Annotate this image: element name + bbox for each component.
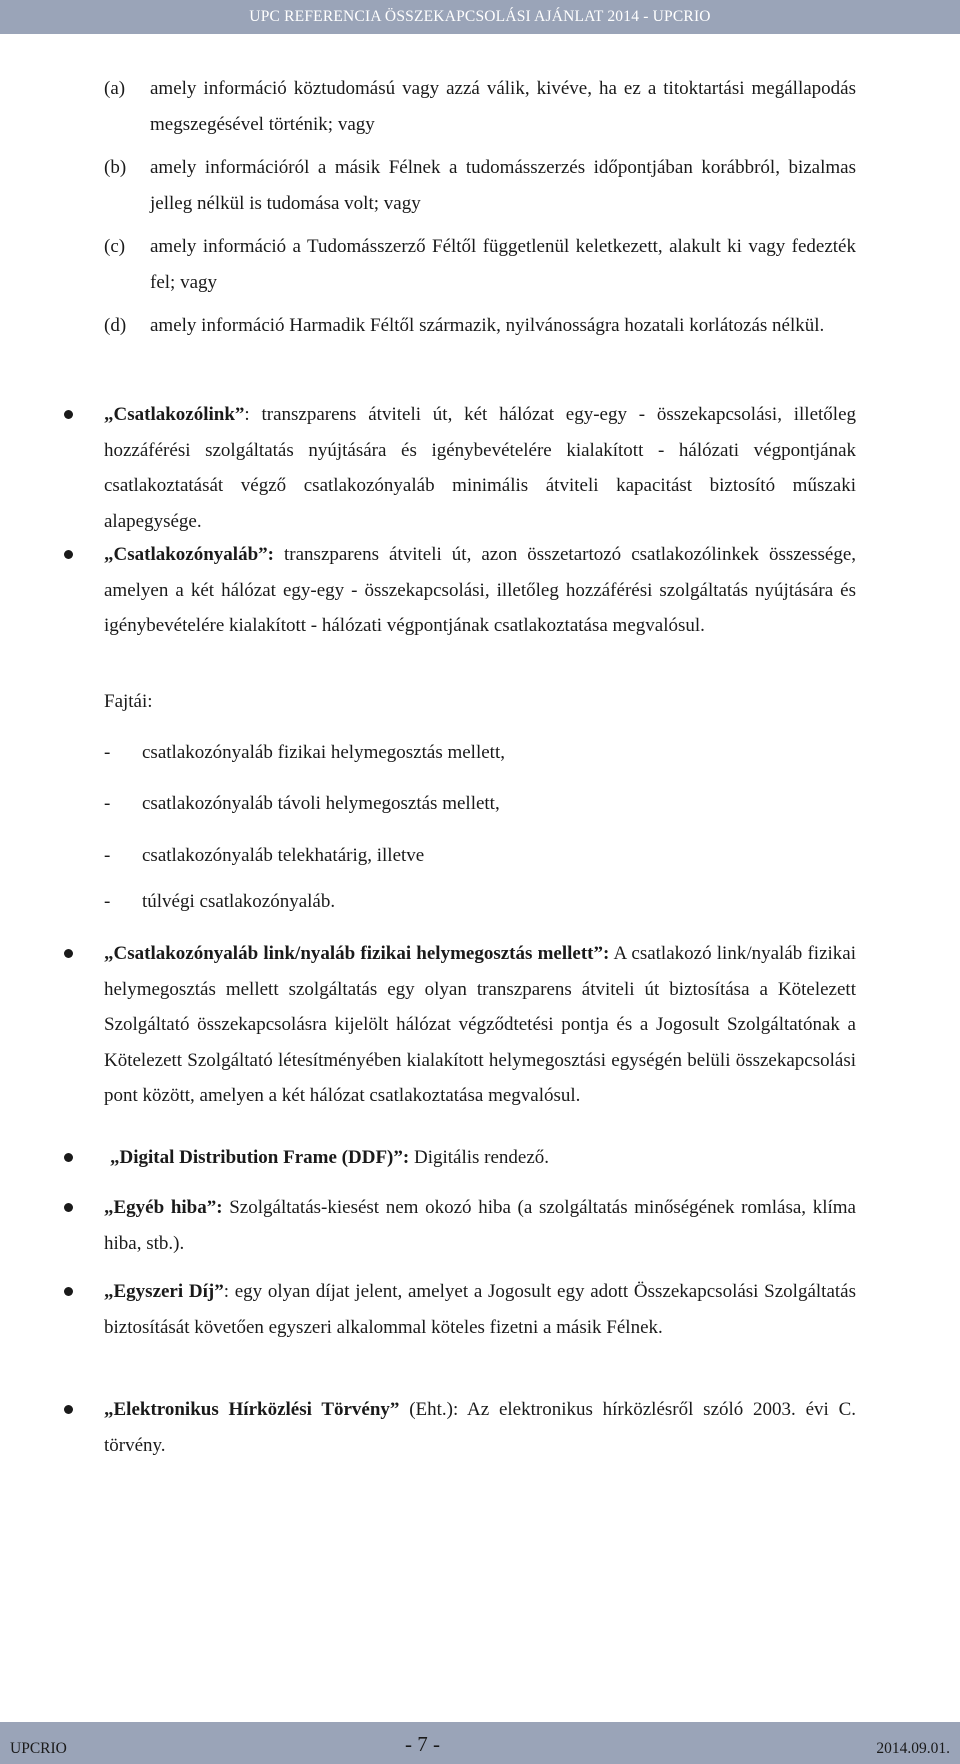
item-text: amely információról a másik Félnek a tudomásszerzés időpontjában korábbról, bizalmas jelleg nélkül is tudomása volt; vagy (150, 157, 856, 214)
bullet-icon (64, 1405, 73, 1414)
definition-text (104, 936, 856, 1114)
page-header (0, 0, 960, 34)
definition-term: „Csatlakozólink” (104, 404, 245, 425)
item-label: (c) (104, 236, 126, 257)
types-heading: Fajtái: (104, 691, 153, 712)
definition-text (104, 1140, 862, 1176)
definition-body: : transzparens átviteli út, két hálózat egy-egy - összekapcsolási, illetőleg hozzáférési szolgáltatás nyújtására és igénybevételére kialakított - hálózati végpontjának csatlakoztatását végző csatlakozónyaláb minimális átviteli kapacitást biztosító műszaki alapegysége. (104, 404, 856, 532)
definition-text (104, 1190, 856, 1261)
definition-body: Digitális rendező. (409, 1147, 550, 1168)
item-text: amely információ a Tudomásszerző Féltől függetlenül keletkezett, alakult ki vagy fedezték fel; vagy (150, 236, 856, 293)
bullet-icon (64, 550, 73, 559)
definition-text (104, 1274, 856, 1345)
bullet-icon (64, 1153, 73, 1162)
dash-marker: - (104, 891, 111, 912)
definition-text (104, 397, 856, 539)
type-text: csatlakozónyaláb távoli helymegosztás mellett, (142, 793, 500, 814)
type-text: csatlakozónyaláb fizikai helymegosztás mellett, (142, 742, 505, 763)
item-text: amely információ Harmadik Féltől származik, nyilvánosságra hozatali korlátozás nélkül. (150, 315, 825, 336)
definition-term: „Csatlakozónyaláb link/nyaláb fizikai helymegosztás mellett”: (104, 943, 610, 964)
definition-body: (Eht.): Az elektronikus hírközlésről szóló 2003. évi C. törvény. (104, 1399, 856, 1456)
definition-term: „Egyéb hiba”: (104, 1197, 223, 1218)
item-label: (b) (104, 157, 127, 178)
page-footer (0, 1722, 960, 1764)
definition-text (104, 537, 856, 644)
definition-text (104, 1392, 856, 1463)
item-label: (d) (104, 315, 127, 336)
item-label: (a) (104, 78, 126, 99)
type-text: csatlakozónyaláb telekhatárig, illetve (142, 845, 425, 866)
definition-term: „Csatlakozónyaláb”: (104, 544, 274, 565)
dash-marker: - (104, 793, 111, 814)
definition-term: „Digital Distribution Frame (DDF)”: (110, 1147, 410, 1168)
definition-body: : egy olyan díjat jelent, amelyet a Jogosult egy adott Összekapcsolási Szolgáltatás biztosítását követően egyszeri alkalommal köteles fizetni a másik Félnek. (104, 1281, 856, 1338)
definition-body: transzparens átviteli út, azon összetartozó csatlakozólinkek összessége, amelyen a két hálózat egy-egy - összekapcsolási, illetőleg hozzáférési szolgáltatás nyújtására és igénybevételére kialakított - hálózati végpontjának csatlakoztatása megvalósul. (104, 544, 856, 636)
dash-marker: - (104, 742, 111, 763)
definition-term: „Egyszeri Díj” (104, 1281, 224, 1302)
item-text: amely információ köztudomású vagy azzá válik, kivéve, ha ez a titoktartási megállapodás megszegésével történik; vagy (150, 78, 856, 135)
page-number: - 7 - (405, 1732, 440, 1756)
bullet-icon (64, 1287, 73, 1296)
type-text: túlvégi csatlakozónyaláb. (142, 891, 336, 912)
definition-body: Szolgáltatás-kiesést nem okozó hiba (a szolgáltatás minőségének romlása, klíma hiba, stb.). (104, 1197, 856, 1254)
bullet-icon (64, 1203, 73, 1212)
bullet-icon (64, 410, 73, 419)
dash-marker: - (104, 845, 111, 866)
header-title: UPC REFERENCIA ÖSSZEKAPCSOLÁSI AJÁNLAT 2014 - UPCRIO (249, 8, 711, 25)
bullet-icon (64, 949, 73, 958)
footer-doc-id: UPCRIO (10, 1740, 67, 1757)
footer-date: 2014.09.01. (876, 1740, 950, 1757)
definition-term: „Elektronikus Hírközlési Törvény” (104, 1399, 400, 1420)
definition-body: A csatlakozó link/nyaláb fizikai helymegosztás mellett szolgáltatás egy olyan transzparens átviteli út biztosítása a Kötelezett Szolgáltató összekapcsolásra kijelölt hálózat végződtetési pontja és a Jogosult Szolgáltatónak a Kötelezett Szolgáltató létesítményében kialakított helymegosztási egységén belüli összekapcsolási pont között, amelyen a két hálózat csatlakoztatása megvalósul. (104, 943, 856, 1106)
